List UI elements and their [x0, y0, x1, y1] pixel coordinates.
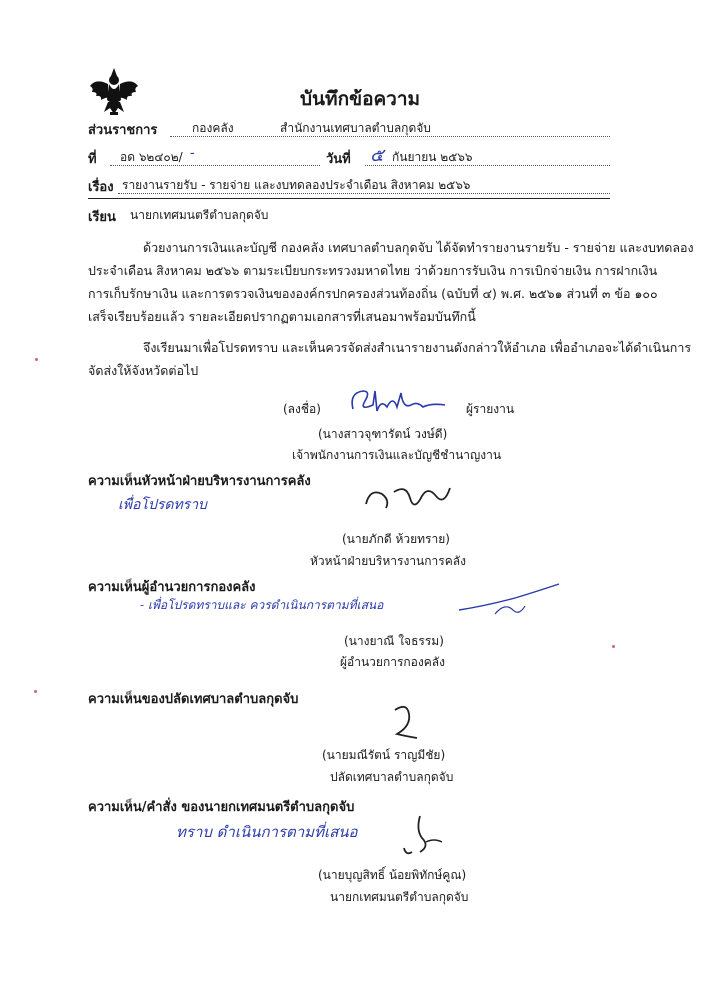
mayor-name: (นายบุญสิทธิ์ น้อยพิทักษ์คูณ) [318, 868, 467, 882]
stray-mark [612, 645, 615, 648]
finance-head-position: หัวหน้าฝ่ายบริหารงานการคลัง [310, 554, 466, 568]
finance-head-signature [360, 478, 460, 518]
reporter-role: ผู้รายงาน [466, 402, 515, 416]
memo-title: บันทึกข้อความ [300, 88, 421, 110]
section-heading-mayor: ความเห็น/คำสั่ง ของนายกเทศมนตรีตำบลกุดจับ [88, 800, 355, 815]
ref-value: อด ๖๒๔๐๒/ [120, 150, 183, 164]
clerk-name: (นายมณีรัตน์ ราญมีชัย) [322, 748, 446, 762]
mayor-signature [390, 812, 450, 864]
date-handwritten-day: ๕ [370, 145, 384, 166]
stray-mark [35, 358, 38, 361]
section-comment-finance-director: - เพื่อโปรดทราบและ ควรดำเนินการตามที่เสนอ [140, 598, 384, 612]
closing-line-2: จัดส่งให้จังหวัดต่อไป [88, 363, 199, 378]
date-value: กันยายน ๒๕๖๖ [392, 150, 473, 164]
dept-value-2: สำนักงานเทศบาลตำบลกุดจับ [280, 121, 431, 135]
ref-handwritten: - [190, 145, 195, 161]
clerk-signature [385, 700, 425, 744]
sign-label: (ลงชื่อ) [283, 402, 321, 416]
dept-label: ส่วนราชการ [88, 123, 158, 138]
stray-mark [34, 690, 37, 693]
to-label: เรียน [88, 210, 116, 225]
garuda-emblem-icon [88, 64, 140, 118]
body-line-4: เสร็จเรียบร้อยแล้ว รายละเอียดปรากฏตามเอกสารที่เสนอมาพร้อมบันทึกนี้ [88, 309, 476, 324]
subject-label: เรื่อง [88, 180, 114, 195]
finance-director-position: ผู้อำนวยการกองคลัง [340, 655, 445, 669]
reporter-signature [345, 385, 455, 421]
date-dotted-line [365, 165, 610, 166]
finance-director-signature [455, 580, 565, 620]
section-heading-clerk: ความเห็นของปลัดเทศบาลตำบลกุดจับ [88, 692, 299, 707]
section-comment-mayor: ทราบ ดำเนินการตามที่เสนอ [176, 823, 358, 841]
finance-director-name: (นางยาณี ใจธรรม) [344, 634, 444, 648]
clerk-position: ปลัดเทศบาลตำบลกุดจับ [330, 770, 454, 784]
reporter-position: เจ้าพนักงานการเงินและบัญชีชำนาญงาน [292, 448, 502, 462]
dept-dotted-line [170, 136, 610, 137]
body-line-2: ประจำเดือน สิงหาคม ๒๕๖๖ ตามระเบียบกระทรวงมหาดไทย ว่าด้วยการรับเงิน การเบิกจ่ายเงิน การฝากเงิน [88, 263, 658, 278]
date-label: วันที่ [326, 152, 351, 167]
ref-label: ที่ [88, 152, 97, 167]
body-line-3: การเก็บรักษาเงิน และการตรวจเงินขององค์กรปกครองส่วนท้องถิ่น (ฉบับที่ ๔) พ.ศ. ๒๕๖๑ ส่วนที่ ๓ ข้อ ๑๐๐ [88, 286, 658, 301]
section-heading-finance-director: ความเห็นผู้อำนวยการกองคลัง [88, 580, 256, 595]
header-rule [88, 198, 610, 199]
subject-value: รายงานรายรับ - รายจ่าย และงบทดลองประจำเดือน สิงหาคม ๒๕๖๖ [122, 178, 471, 192]
closing-line-1: จึงเรียนมาเพื่อโปรดทราบ และเห็นควรจัดส่งสำเนารายงานดังกล่าวให้อำเภอ เพื่ออำเภอจะได้ดำเนินการ [143, 340, 692, 355]
dept-value-1: กองคลัง [192, 121, 234, 135]
ref-dotted-line [110, 165, 320, 166]
mayor-position: นายกเทศมนตรีตำบลกุดจับ [330, 890, 469, 904]
section-comment-finance-head: เพื่อโปรดทราบ [118, 497, 207, 513]
reporter-name: (นางสาวจุฑารัตน์ วงษ์ดี) [318, 427, 448, 441]
finance-head-name: (นายภักดี ห้วยทราย) [342, 532, 450, 546]
body-line-1: ด้วยงานการเงินและบัญชี กองคลัง เทศบาลตำบลกุดจับ ได้จัดทำรายงานรายรับ - รายจ่าย และงบทดลอง [143, 240, 694, 255]
subject-dotted-line [118, 193, 610, 194]
section-heading-finance-head: ความเห็นหัวหน้าฝ่ายบริหารงานการคลัง [88, 474, 311, 489]
to-value: นายกเทศมนตรีตำบลกุดจับ [130, 208, 269, 222]
